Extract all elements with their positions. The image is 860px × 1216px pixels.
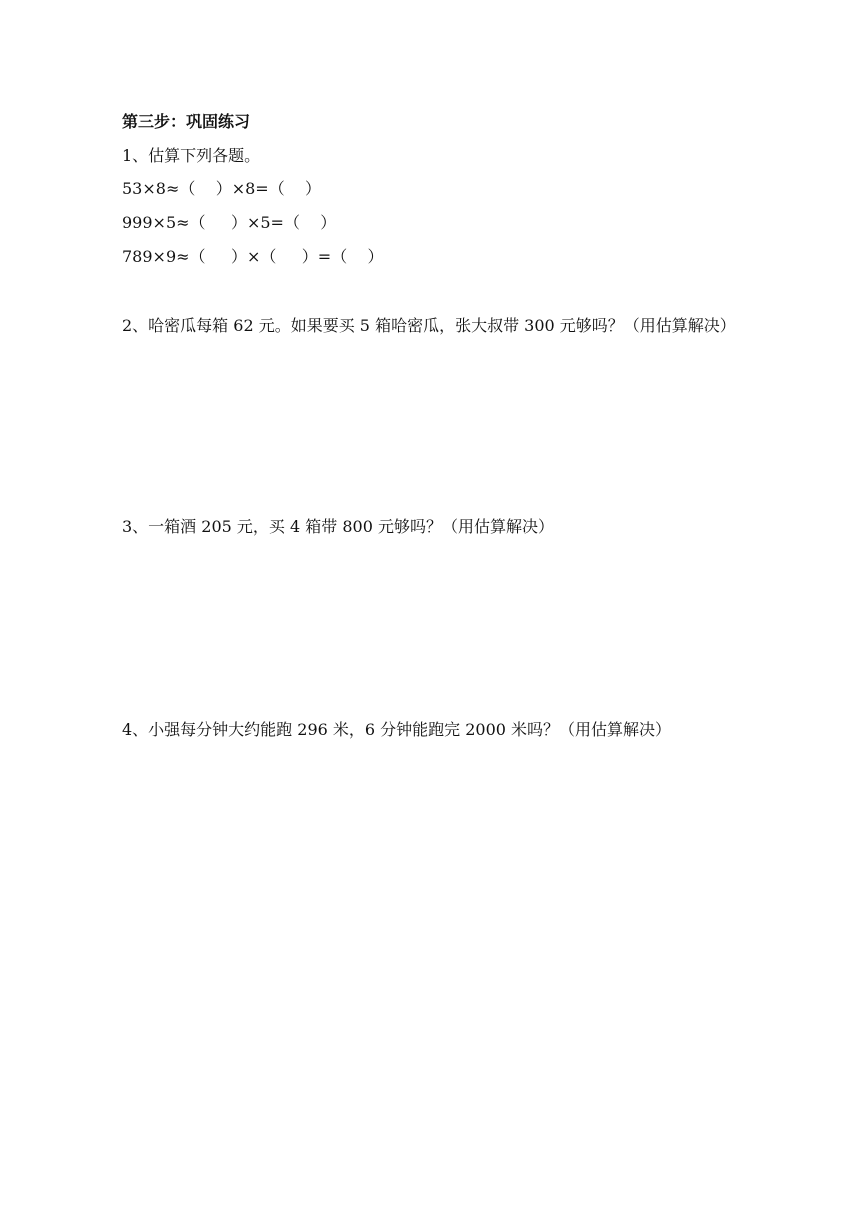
question-1-title: 1、估算下列各题。 [122,146,261,165]
question-2-text: 2、哈密瓜每箱 62 元。如果要买 5 箱哈密瓜，张大叔带 300 元够吗？（用估算解决） [122,316,736,335]
question-3-text: 3、一箱酒 205 元，买 4 箱带 800 元够吗？（用估算解决） [122,517,554,536]
question-1-item-1: 53×8≈（ ）×8=（ ） [122,179,322,198]
question-4-text: 4、小强每分钟大约能跑 296 米，6 分钟能跑完 2000 米吗？（用估算解决） [122,720,672,739]
question-1-item-3: 789×9≈（ ）×（ ）=（ ） [122,247,384,266]
question-1-item-2: 999×5≈（ ）×5=（ ） [122,213,337,232]
section-heading: 第三步：巩固练习 [122,112,251,131]
